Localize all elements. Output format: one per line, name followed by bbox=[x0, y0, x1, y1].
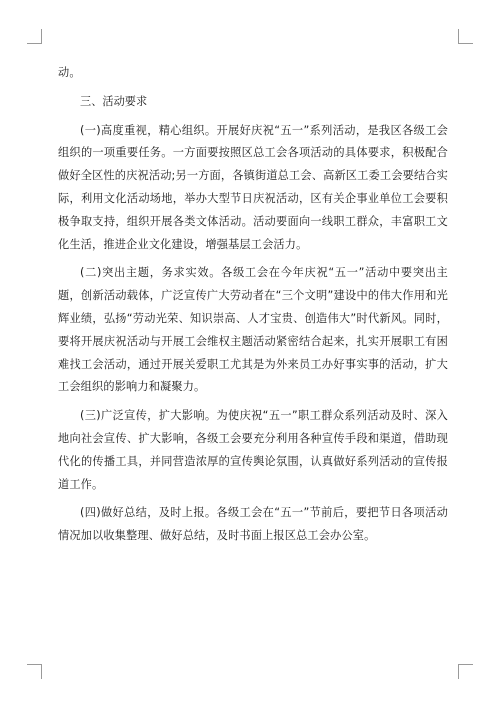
lead-fragment: 动。 bbox=[58, 66, 81, 79]
paragraph-3: (三)广泛宣传，扩大影响。为使庆祝“五一”职工群众系列活动及时、深入地向社会宣传、扩大影响，各级工会要充分利用各种宣传手段和渠道，借助现代化的传播工具，并同营造浓厚的宣传舆论氛围，认真做好系列活动的宣传报道工作。 bbox=[58, 409, 448, 491]
section-heading: 三、活动要求 bbox=[80, 94, 148, 108]
document-body bbox=[58, 62, 448, 548]
crop-mark-top-right bbox=[458, 29, 473, 44]
crop-mark-bottom-right bbox=[458, 664, 473, 679]
crop-mark-bottom-left bbox=[27, 664, 42, 679]
paragraph-4: (四)做好总结，及时上报。各级工会在“五一”节前后，要把节日各项活动情况加以收集整理、做好总结，及时书面上报区总工会办公室。 bbox=[58, 506, 448, 543]
crop-mark-top-left bbox=[27, 29, 42, 44]
paragraph-2: (二)突出主题，务求实效。各级工会在今年庆祝“五一”活动中要突出主题，创新活动载体，广泛宣传广大劳动者在“三个文明”建设中的伟大作用和光辉业绩，弘扬“劳动光荣、知识崇高、人才宝贵、创造伟大”时代新风。同时，要将开展庆祝活动与开展工会维权主题活动紧密结合起来，扎实开展职工有困难找工会活动，通过开展关爱职工尤其是为外来员工办好事实事的活动，扩大工会组织的影响力和凝聚力。 bbox=[58, 266, 448, 394]
paragraph-1: (一)高度重视，精心组织。开展好庆祝“五一”系列活动，是我区各级工会组织的一项重要任务。一方面要按照区总工会各项活动的具体要求，积极配合做好全区性的庆祝活动;另一方面，各镇街道总工会、高新区工委工会要结合实际，利用文化活动场地，举办大型节日庆祝活动，区有关企事业单位工会要积极争取支持，组织开展各类文体活动。活动要面向一线职工群众，丰富职工文化生活，推进企业文化建设，增强基层工会活力。 bbox=[58, 123, 448, 251]
